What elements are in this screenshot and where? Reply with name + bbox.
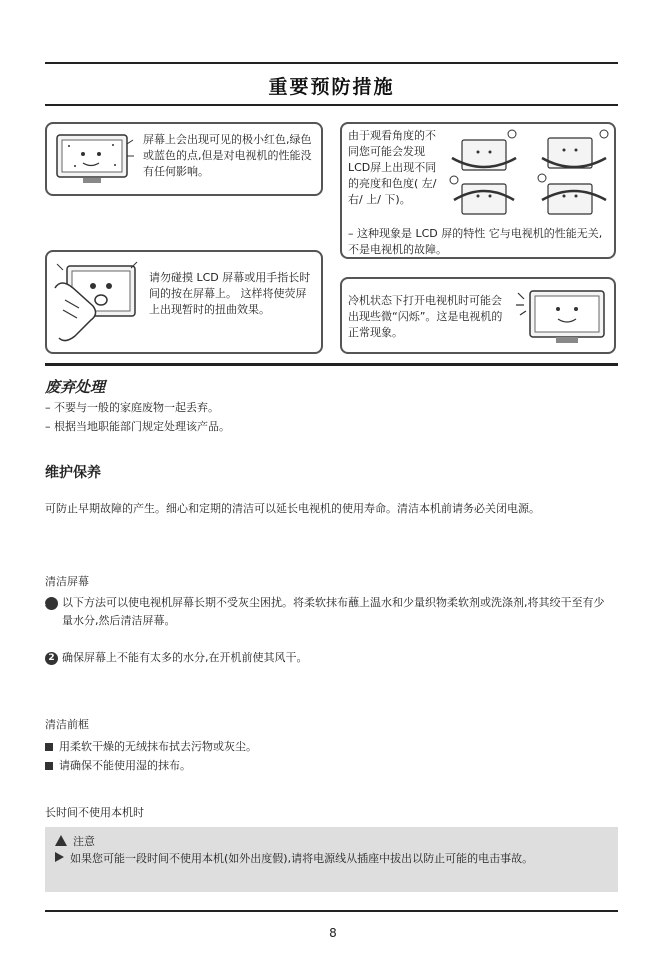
clean-frame-item-1 (45, 738, 257, 755)
caution-label: 注意 (73, 835, 95, 848)
clean-screen-heading: 清洁屏幕 (45, 575, 89, 588)
page-title: 重要预防措施 (268, 76, 395, 98)
maintenance-heading: 维护保养 (45, 465, 101, 481)
clean-frame-item-2-text: 请确保不能使用湿的抹布。 (59, 759, 191, 772)
clean-frame-item-2 (45, 757, 191, 774)
dots-notice-box (45, 122, 323, 196)
tv-dots-illustration (55, 132, 135, 188)
bullet-square-icon (45, 762, 53, 770)
step-2-text: 确保屏幕上不能有太多的水分,在开机前使其风干。 (62, 651, 308, 664)
warning-triangle-icon (55, 835, 67, 846)
waste-line-2: – 根据当地职能部门规定处理该产品。 (45, 420, 230, 433)
clean-frame-heading: 清洁前框 (45, 718, 89, 731)
cold-start-box (340, 277, 616, 354)
dots-notice-text: 屏幕上会出现可见的极小红色,绿色或蓝色的点,但是对电视机的性能没有任何影响。 (143, 133, 312, 178)
bullet-square-icon (45, 743, 53, 751)
section-rule (45, 363, 618, 366)
viewing-angle-text: 由于观看角度的不同您可能会发现 LCD屏上出现不同的亮度和色度( 左/ 右/ 上/ 下)。 (348, 129, 437, 206)
page-number: 8 (329, 926, 337, 940)
title-rule (45, 104, 618, 106)
arrow-right-icon (55, 852, 64, 862)
long-unused-heading: 长时间不使用本机时 (45, 806, 144, 819)
hand-touch-illustration (51, 258, 143, 350)
clean-frame-item-1-text: 用柔软干燥的无绒抹布拭去污物或灰尘。 (59, 740, 257, 753)
cold-start-text: 冷机状态下打开电视机时可能会出现些微“闪烁”。这是电视机的正常现象。 (348, 294, 503, 339)
bottom-rule (45, 910, 618, 912)
touch-warning-text: 请勿碰摸 LCD 屏幕或用手指长时间的按在屏幕上。 这样将使荧屏上出现暂时的扭曲效果。 (149, 271, 311, 316)
touch-warning-box (45, 250, 323, 354)
caution-title (55, 833, 95, 850)
step-2-badge: 2 (45, 652, 58, 665)
step-1-badge: 1 (45, 597, 58, 610)
caution-text-row (55, 850, 610, 867)
viewing-angle-box (340, 122, 616, 259)
clean-screen-step-1 (39, 594, 615, 630)
tv-angle-illustration (446, 128, 612, 224)
waste-line-1: – 不要与一般的家庭废物一起丢弃。 (45, 401, 219, 414)
top-rule (45, 62, 618, 64)
waste-heading: 废弃处理 (45, 378, 106, 396)
caution-box (45, 827, 618, 892)
step-1-text: 以下方法可以使电视机屏幕长期不受灰尘困扰。将柔软抹布蘸上温水和少量织物柔软剂或洗涤剂,将其绞干至有少量水分,然后清洁屏幕。 (62, 596, 605, 627)
viewing-angle-note: – 这种现象是 LCD 屏的特性 它与电视机的性能无关,不是电视机的故障。 (348, 227, 603, 256)
clean-screen-step-2 (45, 649, 615, 666)
maintenance-intro: 可防止早期故障的产生。细心和定期的清洁可以延长电视机的使用寿命。清洁本机前请务必关闭电源。 (45, 502, 540, 515)
caution-text: 如果您可能一段时间不使用本机(如外出度假),请将电源线从插座中拔出以防止可能的电击事故。 (70, 852, 534, 865)
tv-flicker-illustration (512, 285, 612, 349)
